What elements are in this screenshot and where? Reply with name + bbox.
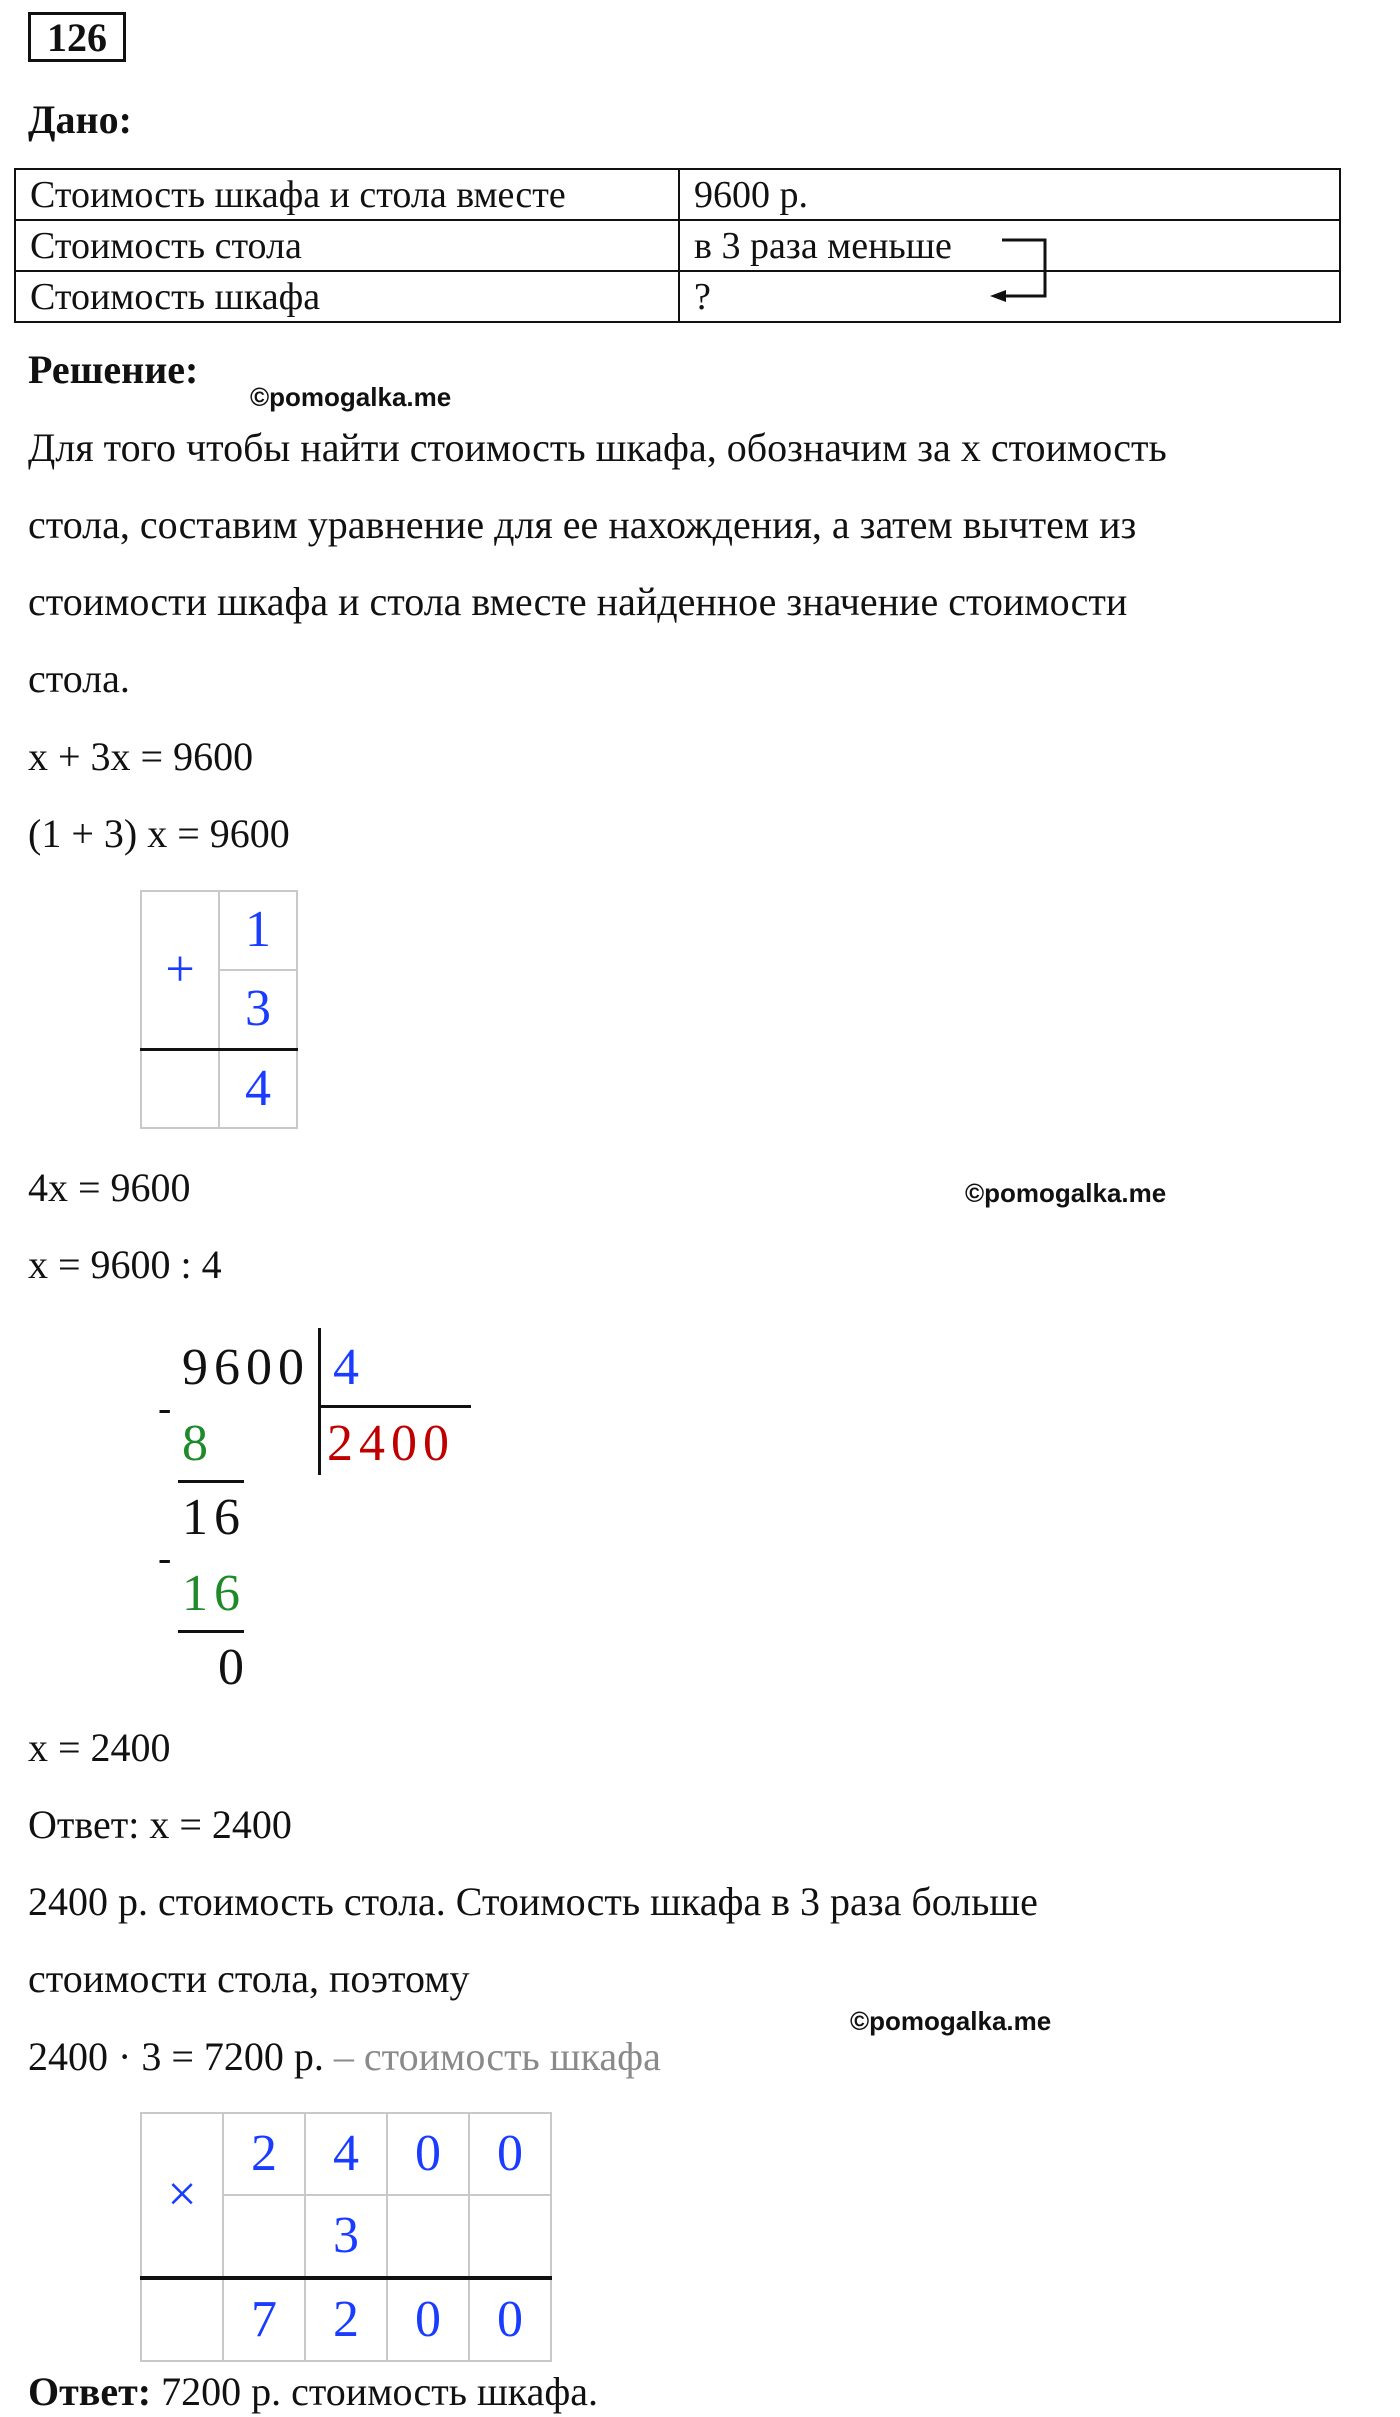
factor-digit [387, 2195, 469, 2278]
equation: Ответ: x = 2400 [28, 1802, 292, 1847]
table-cell-value: 9600 р. [679, 169, 1340, 220]
paragraph-line: Для того чтобы найти стоимость шкафа, обозначим за х стоимость [28, 425, 1167, 470]
divisor: 4 [333, 1339, 365, 1396]
calc-note: – стоимость шкафа [333, 2034, 661, 2079]
product-digit: 0 [469, 2278, 551, 2361]
minus-sign: - [158, 1385, 178, 1430]
problem-number: 126 [28, 12, 126, 62]
dividend: 9600 [182, 1339, 310, 1396]
answer-text: 7200 р. стоимость шкафа. [161, 2369, 599, 2414]
times-sign: × [141, 2113, 223, 2278]
subtrahend: 16 [182, 1565, 246, 1622]
table-row [15, 220, 1340, 271]
product-digit: 7 [223, 2278, 305, 2361]
watermark: ©pomogalka.me [965, 1178, 1167, 1208]
division-bracket-horizontal [318, 1405, 471, 1408]
minus-sign: - [158, 1535, 178, 1580]
factor-digit: 2 [223, 2113, 305, 2195]
factor-digit: 0 [469, 2113, 551, 2195]
quotient: 2400 [327, 1415, 455, 1472]
table-cell-label: Стоимость шкафа и стола вместе [15, 169, 679, 220]
given-table [14, 168, 1341, 323]
table-cell-label: Стоимость шкафа [15, 271, 679, 322]
table-cell-value: в 3 раза меньше [679, 220, 1340, 271]
comparison-arrow [990, 230, 1090, 310]
product-digit: 2 [305, 2278, 387, 2361]
addition-grid [140, 890, 298, 1129]
paragraph-line: стола, составим уравнение для ее нахождения, а затем вычтем из [28, 502, 1137, 547]
factor-digit [223, 2195, 305, 2278]
factor-digit [469, 2195, 551, 2278]
answer-label: Ответ: [28, 2369, 152, 2414]
equation: (1 + 3) x = 9600 [28, 811, 290, 856]
multiplication-grid [140, 2112, 552, 2362]
equation: x + 3x = 9600 [28, 734, 254, 779]
conclusion-line: 2400 р. стоимость стола. Стоимость шкафа в 3 раза больше [28, 1879, 1038, 1924]
product-digit: 0 [387, 2278, 469, 2361]
equation: 4x = 9600 [28, 1165, 191, 1210]
factor-digit: 0 [387, 2113, 469, 2195]
final-answer [28, 2369, 599, 2414]
given-heading: Дано: [28, 97, 132, 142]
plus-sign: + [141, 891, 219, 1050]
table-cell-label: Стоимость стола [15, 220, 679, 271]
equation: x = 2400 [28, 1725, 171, 1770]
calc-line [28, 2034, 661, 2079]
addend-digit: 1 [219, 891, 297, 970]
subtrahend: 8 [182, 1415, 214, 1472]
table-cell-value: ? [679, 271, 1340, 322]
watermark: ©pomogalka.me [850, 2006, 1052, 2036]
calc-expression: 2400 · 3 = 7200 р. [28, 2034, 324, 2079]
table-row [15, 169, 1340, 220]
addend-digit: 3 [219, 970, 297, 1050]
sum-digit: 4 [219, 1050, 297, 1129]
factor-digit: 3 [305, 2195, 387, 2278]
division-rule [178, 1480, 244, 1483]
division-bracket-vertical [318, 1328, 321, 1475]
solution-heading: Решение: [28, 347, 199, 392]
watermark: ©pomogalka.me [250, 382, 452, 412]
table-row [15, 271, 1340, 322]
paragraph-line: стоимости шкафа и стола вместе найденное значение стоимости [28, 579, 1128, 624]
division-rule [178, 1630, 244, 1633]
conclusion-line: стоимости стола, поэтому [28, 1956, 470, 2001]
factor-digit: 4 [305, 2113, 387, 2195]
equation: x = 9600 : 4 [28, 1242, 222, 1287]
remainder: 0 [218, 1639, 250, 1696]
paragraph-line: стола. [28, 656, 130, 701]
remainder: 16 [182, 1489, 246, 1546]
